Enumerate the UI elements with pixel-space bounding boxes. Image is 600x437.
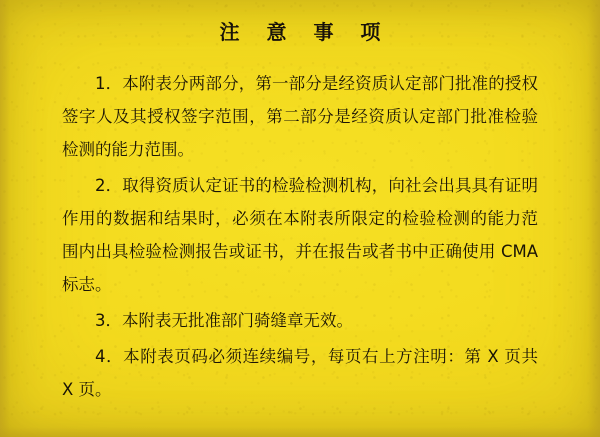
notice-paragraph-3: 3．本附表无批准部门骑缝章无效。 bbox=[95, 311, 353, 330]
notice-paragraph-4: 4．本附表页码必须连续编号，每页右上方注明：第 X 页共 X 页。 bbox=[62, 347, 538, 399]
notice-paragraph-1: 1．本附表分两部分，第一部分是经资质认定部门批准的授权签字人及其授权签字范围，第二部分是经资质认定部门批准检验检测的能力范围。 bbox=[62, 74, 538, 159]
document-content bbox=[0, 16, 600, 406]
page-title: 注 意 事 项 bbox=[219, 20, 391, 44]
page-edge-bottom bbox=[0, 427, 600, 437]
notice-paragraph-2: 2．取得资质认定证书的检验检测机构，向社会出具具有证明作用的数据和结果时，必须在本附表所限定的检验检测的能力范围内出具检验检测报告或证书，并在报告或者书中正确使用 CMA 标志。 bbox=[62, 176, 538, 294]
